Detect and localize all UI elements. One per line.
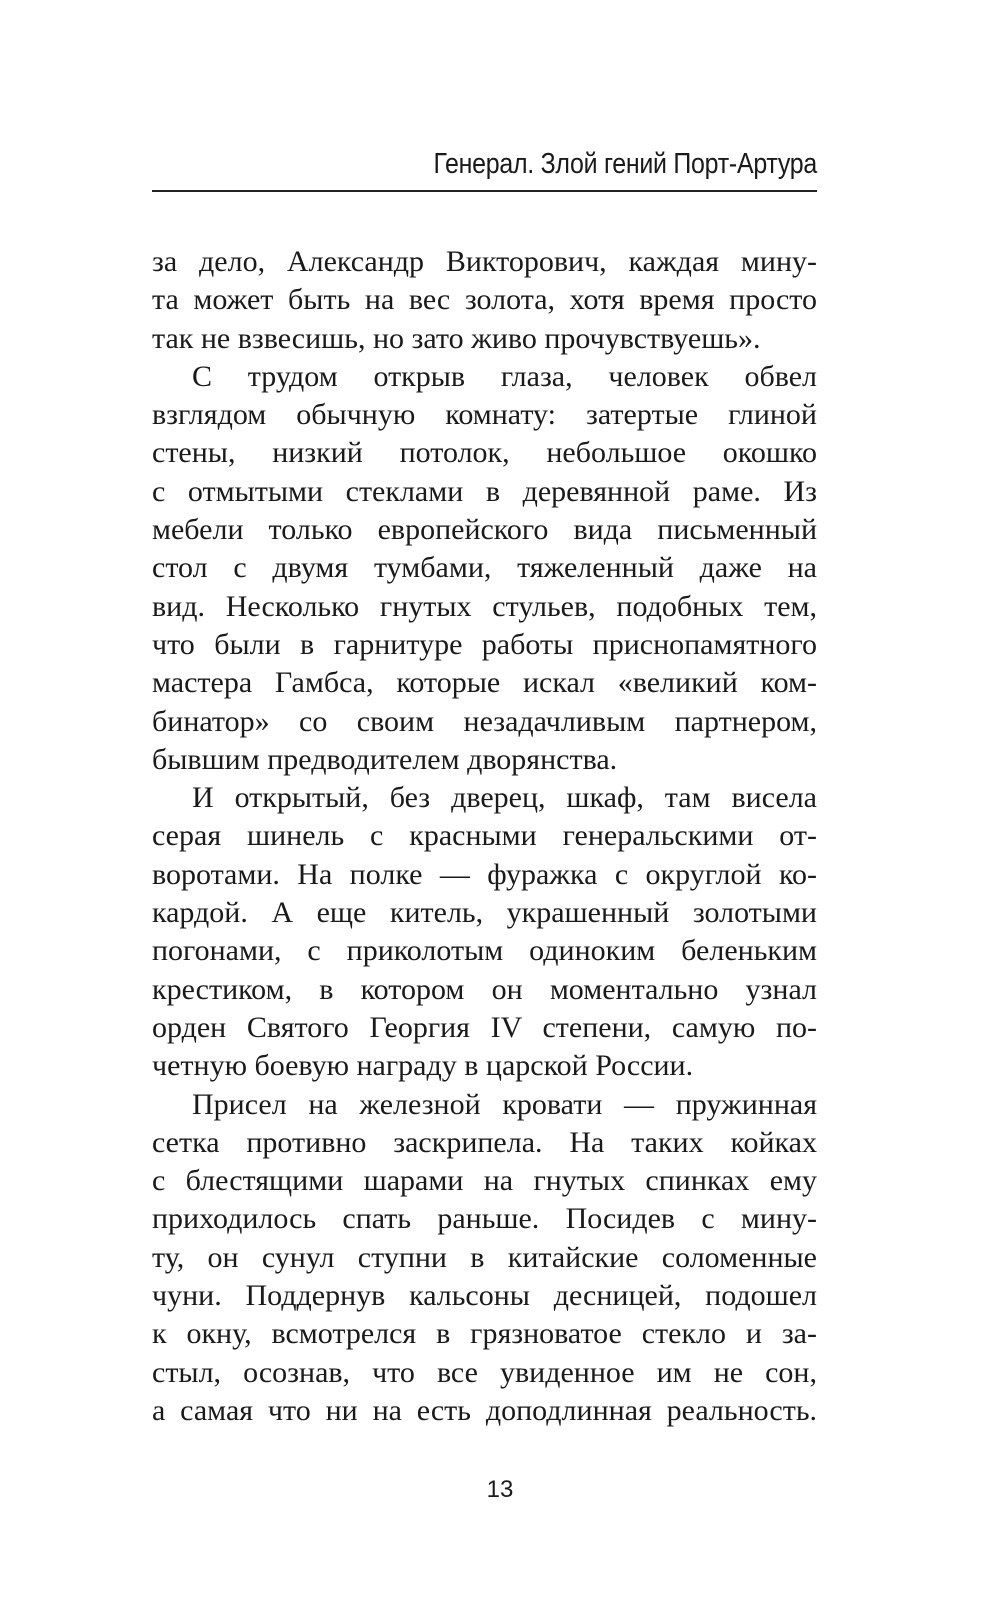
text-line: стены, низкий потолок, небольшое окошко [152,436,817,470]
text-line: та может быть на вес золота, хотя время просто [152,283,817,317]
text-line: вид. Несколько гнутых стульев, подобных тем, [152,589,817,623]
text-line: приходилось спать раньше. Посидев с мину- [152,1202,817,1236]
paragraph-first-line: Присел на железной кровати — пружинная [192,1087,817,1121]
text-line: а самая что ни на есть доподлинная реальность. [152,1393,817,1427]
text-line: кардой. А еще китель, украшенный золотыми [152,896,817,930]
text-line: орден Святого Георгия IV степени, самую по- [152,1010,817,1044]
text-line: сетка противно заскрипела. На таких койках [152,1125,817,1159]
text-line: погонами, с приколотым одиноким беленьким [152,934,817,968]
text-line: к окну, всмотрелся в грязноватое стекло и за- [152,1317,817,1351]
text-line: мебели только европейского вида письменный [152,513,817,547]
text-line: с отмытыми стеклами в деревянной раме. Из [152,474,817,508]
text-line: взглядом обычную комнату: затертые глиной [152,398,817,432]
text-line: бывшим предводителем дворянства. [152,742,618,776]
text-line: с блестящими шарами на гнутых спинках ему [152,1164,817,1198]
text-line: чуни. Поддернув кальсоны десницей, подошел [152,1279,817,1313]
body-text [152,243,817,1430]
header-rule [152,190,817,192]
text-line: серая шинель с красными генеральскими от- [152,819,817,853]
text-line: четную боевую награду в царской России. [152,1049,694,1083]
text-line: воротами. На полке — фуражка с округлой ко- [152,857,817,891]
paragraph-first-line: С трудом открыв глаза, человек обвел [192,359,817,393]
text-line: за дело, Александр Викторович, каждая мину- [152,245,817,278]
text-line: стол с двумя тумбами, тяжеленный даже на [152,551,817,585]
text-line: бинатор» со своим незадачливым партнером, [152,704,817,738]
text-line: крестиком, в котором он моментально узнал [152,972,817,1006]
text-line: ту, он сунул ступни в китайские соломенные [152,1240,817,1274]
page-number: 13 [486,1476,514,1503]
text-line: что были в гарнитуре работы приснопамятного [152,627,817,661]
text-line: так не взвесишь, но зато живо прочувствуешь». [152,321,761,355]
running-head-title: Генерал. Злой гений Порт-Артура [433,148,817,180]
text-line: стыл, осознав, что все увиденное им не сон, [152,1355,817,1389]
text-line: мастера Гамбса, которые искал «великий ком- [152,666,817,700]
paragraph-first-line: И открытый, без дверец, шкаф, там висела [192,781,817,815]
